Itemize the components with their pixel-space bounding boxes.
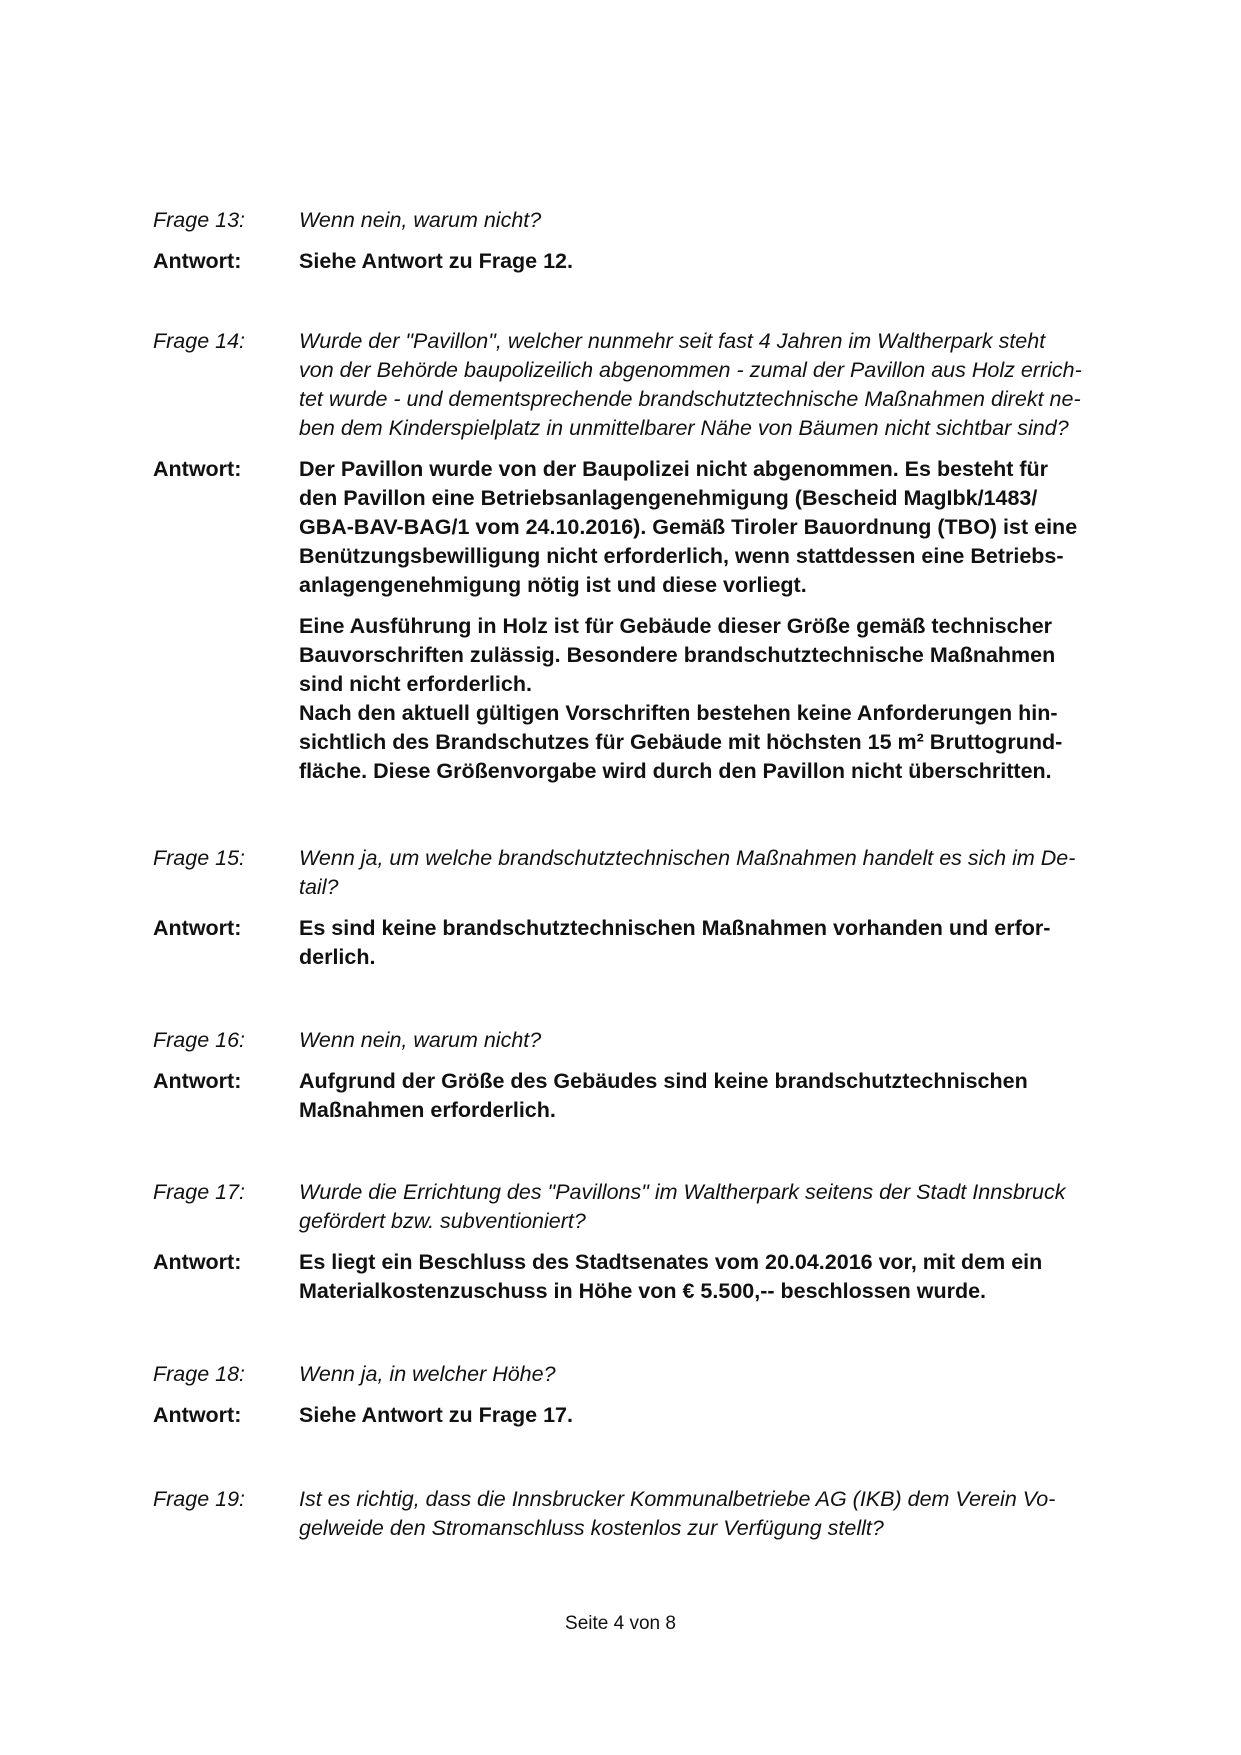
answer-label: Antwort: bbox=[153, 916, 242, 940]
question-row bbox=[153, 1178, 1133, 1236]
qa-block-13 bbox=[153, 206, 1133, 276]
question-label: Frage 17: bbox=[153, 1180, 246, 1204]
answer-row bbox=[153, 1401, 1133, 1430]
question-row bbox=[153, 1360, 1133, 1389]
answer-line: Benützungsbewilligung nicht erforderlich, wenn stattdessen eine Betriebs- bbox=[299, 544, 1064, 568]
question-label: Frage 19: bbox=[153, 1487, 246, 1511]
answer-line: anlagengenehmigung nötig ist und diese vorliegt. bbox=[299, 573, 807, 597]
question-text bbox=[299, 1178, 1133, 1236]
question-line: Wenn ja, um welche brandschutztechnischen Maßnahmen handelt es sich im De- bbox=[299, 846, 1076, 870]
answer-paragraph bbox=[299, 914, 1133, 972]
answer-label: Antwort: bbox=[153, 1403, 242, 1427]
answer-line: Siehe Antwort zu Frage 17. bbox=[299, 1403, 573, 1427]
answer-text bbox=[299, 247, 1133, 276]
qa-block-17 bbox=[153, 1178, 1133, 1306]
question-line: tail? bbox=[299, 875, 339, 899]
question-text bbox=[299, 844, 1133, 902]
qa-block-19 bbox=[153, 1485, 1133, 1555]
answer-paragraph bbox=[299, 247, 1133, 276]
question-text bbox=[299, 327, 1133, 443]
answer-line: Eine Ausführung in Holz ist für Gebäude dieser Größe gemäß technischer bbox=[299, 614, 1053, 638]
answer-line: Maßnahmen erforderlich. bbox=[299, 1098, 556, 1122]
answer-text bbox=[299, 455, 1133, 786]
question-text bbox=[299, 1485, 1133, 1543]
question-line: Wenn nein, warum nicht? bbox=[299, 208, 542, 232]
question-line: Wenn ja, in welcher Höhe? bbox=[299, 1362, 556, 1386]
question-text bbox=[299, 206, 1133, 235]
answer-line: Siehe Antwort zu Frage 12. bbox=[299, 249, 573, 273]
answer-paragraph bbox=[299, 1067, 1133, 1125]
question-line: Ist es richtig, dass die Innsbrucker Kommunalbetriebe AG (IKB) dem Verein Vo- bbox=[299, 1487, 1056, 1511]
answer-line: Materialkostenzuschuss in Höhe von € 5.500,-- beschlossen wurde. bbox=[299, 1279, 987, 1303]
question-line: Wurde der "Pavillon", welcher nunmehr seit fast 4 Jahren im Waltherpark steht bbox=[299, 329, 1046, 353]
answer-text bbox=[299, 1401, 1133, 1430]
answer-row bbox=[153, 247, 1133, 276]
answer-line: Es sind keine brandschutztechnischen Maßnahmen vorhanden und erfor- bbox=[299, 916, 1051, 940]
answer-label: Antwort: bbox=[153, 249, 242, 273]
answer-line: Nach den aktuell gültigen Vorschriften bestehen keine Anforderungen hin- bbox=[299, 701, 1058, 725]
answer-line: sind nicht erforderlich. bbox=[299, 672, 532, 696]
question-line: von der Behörde baupolizeilich abgenommen - zumal der Pavillon aus Holz errich- bbox=[299, 358, 1082, 382]
answer-line: fläche. Diese Größenvorgabe wird durch den Pavillon nicht überschritten. bbox=[299, 759, 1052, 783]
question-label: Frage 13: bbox=[153, 208, 246, 232]
answer-line: Der Pavillon wurde von der Baupolizei nicht abgenommen. Es besteht für bbox=[299, 457, 1049, 481]
answer-line: sichtlich des Brandschutzes für Gebäude mit höchsten 15 m² Bruttogrund- bbox=[299, 730, 1063, 754]
question-label: Frage 15: bbox=[153, 846, 246, 870]
question-row bbox=[153, 844, 1133, 902]
qa-block-14 bbox=[153, 327, 1133, 786]
question-text bbox=[299, 1026, 1133, 1055]
answer-paragraph bbox=[299, 612, 1133, 786]
answer-row bbox=[153, 914, 1133, 972]
qa-block-16 bbox=[153, 1026, 1133, 1125]
answer-label: Antwort: bbox=[153, 1250, 242, 1274]
answer-paragraph bbox=[299, 1248, 1133, 1306]
answer-line: Es liegt ein Beschluss des Stadtsenates vom 20.04.2016 vor, mit dem ein bbox=[299, 1250, 1043, 1274]
answer-line: Aufgrund der Größe des Gebäudes sind keine brandschutztechnischen bbox=[299, 1069, 1028, 1093]
question-line: gelweide den Stromanschluss kostenlos zur Verfügung stellt? bbox=[299, 1516, 884, 1540]
question-label: Frage 14: bbox=[153, 329, 246, 353]
page-footer: Seite 4 von 8 bbox=[565, 1613, 676, 1634]
answer-text bbox=[299, 1248, 1133, 1306]
question-line: Wenn nein, warum nicht? bbox=[299, 1028, 542, 1052]
answer-text bbox=[299, 914, 1133, 972]
answer-row bbox=[153, 1067, 1133, 1125]
question-line: Wurde die Errichtung des "Pavillons" im Waltherpark seitens der Stadt Innsbruck bbox=[299, 1180, 1066, 1204]
answer-line: derlich. bbox=[299, 945, 376, 969]
question-row bbox=[153, 327, 1133, 443]
answer-line: Bauvorschriften zulässig. Besondere brandschutztechnische Maßnahmen bbox=[299, 643, 1056, 667]
question-text bbox=[299, 1360, 1133, 1389]
answer-label: Antwort: bbox=[153, 457, 242, 481]
answer-paragraph bbox=[299, 1401, 1133, 1430]
question-line: ben dem Kinderspielplatz in unmittelbarer Nähe von Bäumen nicht sichtbar sind? bbox=[299, 416, 1069, 440]
answer-label: Antwort: bbox=[153, 1069, 242, 1093]
question-row bbox=[153, 1026, 1133, 1055]
question-row bbox=[153, 206, 1133, 235]
answer-line: den Pavillon eine Betriebsanlagengenehmigung (Bescheid MagIbk/1483/ bbox=[299, 486, 1038, 510]
question-row bbox=[153, 1485, 1133, 1543]
answer-paragraph bbox=[299, 455, 1133, 600]
question-line: gefördert bzw. subventioniert? bbox=[299, 1209, 586, 1233]
answer-row bbox=[153, 1248, 1133, 1306]
question-line: tet wurde - und dementsprechende brandschutztechnische Maßnahmen direkt ne- bbox=[299, 387, 1081, 411]
answer-text bbox=[299, 1067, 1133, 1125]
qa-block-18 bbox=[153, 1360, 1133, 1430]
answer-row bbox=[153, 455, 1133, 786]
question-label: Frage 18: bbox=[153, 1362, 246, 1386]
qa-block-15 bbox=[153, 844, 1133, 972]
answer-line: GBA-BAV-BAG/1 vom 24.10.2016). Gemäß Tiroler Bauordnung (TBO) ist eine bbox=[299, 515, 1078, 539]
question-label: Frage 16: bbox=[153, 1028, 246, 1052]
